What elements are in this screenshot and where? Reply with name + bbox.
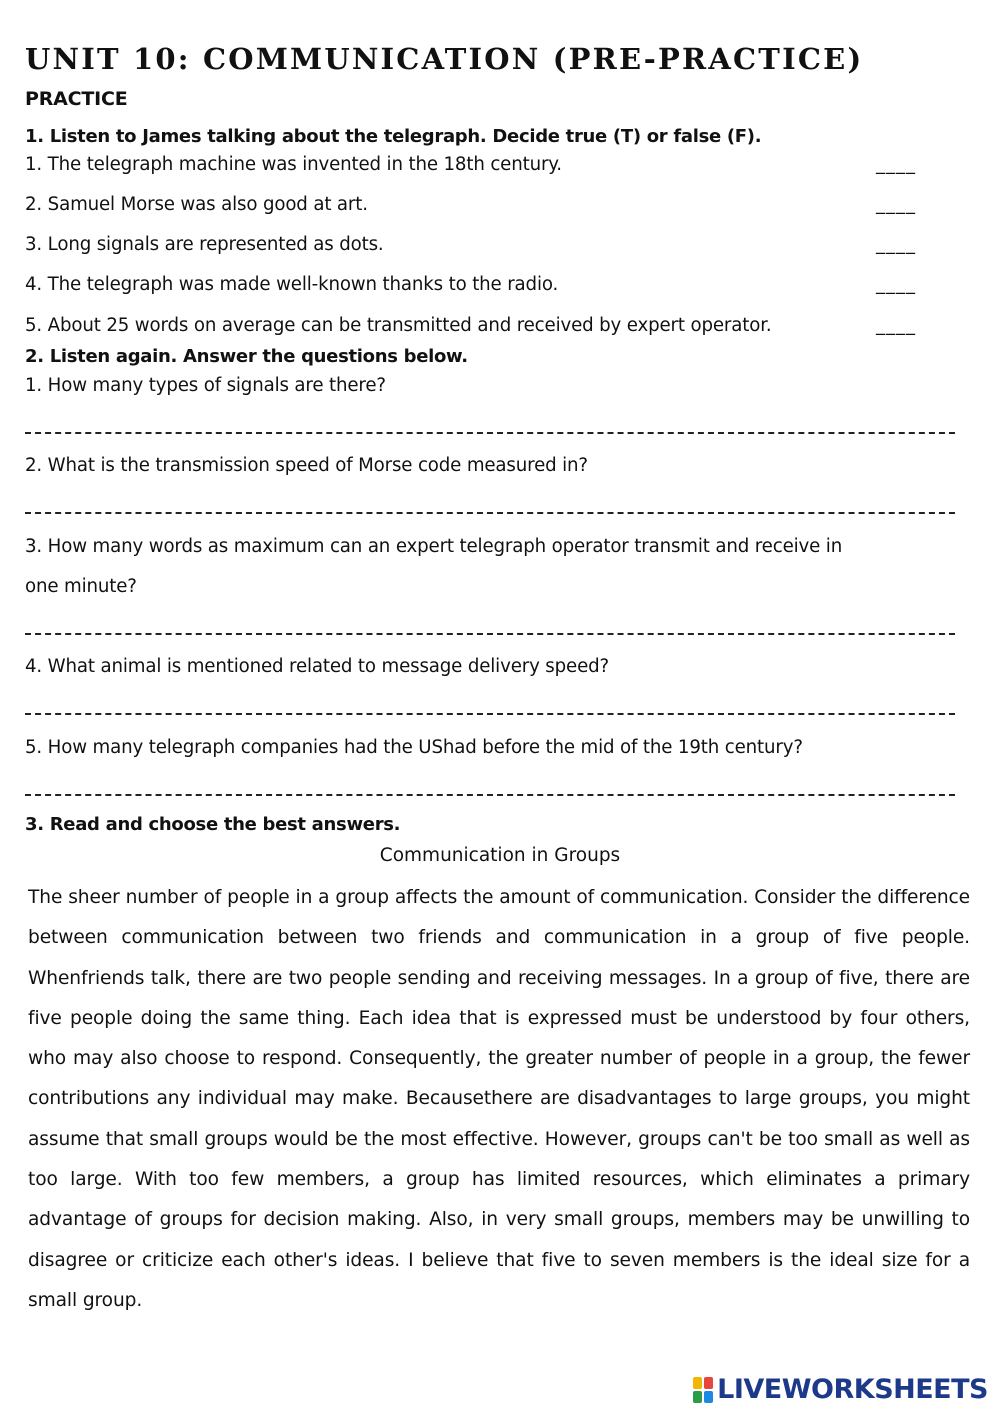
- answer-line-1[interactable]: [25, 432, 955, 434]
- question-4: 4. What animal is mentioned related to message delivery speed?: [25, 656, 610, 677]
- section1-heading: 1. Listen to James talking about the telegraph. Decide true (T) or false (F).: [25, 126, 762, 147]
- question-3-continued: one minute?: [25, 576, 137, 597]
- tf-answer-blank-1[interactable]: ____: [876, 154, 916, 175]
- question-3: 3. How many words as maximum can an expert telegraph operator transmit and receive in: [25, 536, 843, 557]
- question-1: 1. How many types of signals are there?: [25, 375, 386, 396]
- liveworksheets-brand-text: LIVEWORKSHEETS: [717, 1374, 988, 1405]
- tf-statement-5: 5. About 25 words on average can be transmitted and received by expert operator.: [25, 315, 772, 336]
- reading-passage: The sheer number of people in a group affects the amount of communication. Consider the difference between communication between two friends and communication in a group of five people. Whenfriends talk, there are two people sending and receiving messages. In a group of five, there are five people doing the same thing. Each idea that is expressed must be understood by four others, who may also choose to respond. Consequently, the greater number of people in a group, the fewer contributions any individual may make. Becausethere are disadvantages to large groups, you might assume that small groups would be the most effective. However, groups can't be too small as well as too large. With too few members, a group has limited resources, which eliminates a primary advantage of groups for decision making. Also, in very small groups, members may be unwilling to disagree or criticize each other's ideas. I believe that five to seven members is the ideal size for a small group.: [28, 887, 970, 1311]
- logo-block-yellow: [693, 1377, 702, 1389]
- passage-title: Communication in Groups: [379, 845, 621, 866]
- worksheet-title: UNIT 10: COMMUNICATION (PRE-PRACTICE): [25, 42, 864, 76]
- tf-statement-4: 4. The telegraph was made well-known thanks to the radio.: [25, 274, 559, 295]
- question-5: 5. How many telegraph companies had the UShad before the mid of the 19th century?: [25, 737, 803, 758]
- logo-block-green: [693, 1391, 702, 1403]
- section3-heading: 3. Read and choose the best answers.: [25, 814, 401, 835]
- liveworksheets-logo[interactable]: [693, 1374, 988, 1405]
- answer-line-3[interactable]: [25, 633, 955, 635]
- section-label-practice: PRACTICE: [25, 88, 128, 110]
- answer-line-5[interactable]: [25, 794, 955, 796]
- liveworksheets-logo-icon: [693, 1377, 713, 1403]
- tf-statement-1: 1. The telegraph machine was invented in the 18th century.: [25, 154, 562, 175]
- answer-line-4[interactable]: [25, 713, 955, 715]
- answer-line-2[interactable]: [25, 512, 955, 514]
- tf-answer-blank-2[interactable]: ____: [876, 194, 916, 215]
- tf-statement-2: 2. Samuel Morse was also good at art.: [25, 194, 368, 215]
- tf-answer-blank-4[interactable]: ____: [876, 274, 916, 295]
- logo-block-red: [704, 1377, 713, 1389]
- section2-heading: 2. Listen again. Answer the questions below.: [25, 346, 468, 367]
- tf-statement-3: 3. Long signals are represented as dots.: [25, 234, 384, 255]
- logo-block-blue: [704, 1391, 713, 1403]
- tf-answer-blank-3[interactable]: ____: [876, 234, 916, 255]
- tf-answer-blank-5[interactable]: ____: [876, 315, 916, 336]
- question-2: 2. What is the transmission speed of Morse code measured in?: [25, 455, 588, 476]
